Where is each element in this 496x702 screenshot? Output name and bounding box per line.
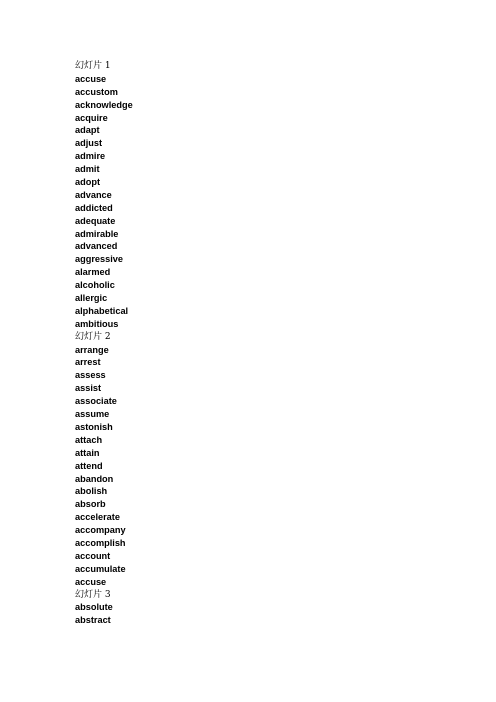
vocabulary-word: acquire [75, 112, 108, 123]
vocabulary-word: adjust [75, 138, 103, 149]
vocabulary-word: accompany [75, 525, 126, 536]
vocabulary-word: account [75, 550, 111, 561]
vocabulary-word: allergic [75, 293, 108, 304]
vocabulary-word: accomplish [75, 537, 126, 548]
vocabulary-word: accuse [75, 576, 107, 587]
vocabulary-word: accuse [75, 73, 107, 84]
vocabulary-word: arrest [75, 357, 101, 368]
vocabulary-word: assess [75, 370, 106, 381]
vocabulary-word: associate [75, 396, 117, 407]
vocabulary-word: assume [75, 409, 110, 420]
vocabulary-word: adopt [75, 177, 101, 188]
vocabulary-word: alphabetical [75, 305, 129, 316]
vocabulary-word: aggressive [75, 254, 124, 265]
vocabulary-word: alcoholic [75, 280, 115, 291]
vocabulary-word: accustom [75, 86, 118, 97]
vocabulary-word: alarmed [75, 267, 111, 278]
vocabulary-word: attain [75, 447, 100, 458]
vocabulary-word: admirable [75, 228, 119, 239]
slide-heading: 幻灯片 3 [75, 589, 111, 600]
vocabulary-word: astonish [75, 421, 113, 432]
vocabulary-word: acknowledge [75, 99, 133, 110]
vocabulary-word: addicted [75, 202, 113, 213]
slide-heading: 幻灯片 1 [75, 61, 111, 71]
vocabulary-word: admit [75, 164, 100, 175]
vocabulary-word: abandon [75, 473, 114, 484]
vocabulary-word: accumulate [75, 563, 126, 574]
vocabulary-word: accelerate [75, 512, 120, 523]
vocabulary-word: assist [75, 383, 102, 394]
vocabulary-word: absorb [75, 499, 106, 510]
vocabulary-list [75, 60, 133, 627]
vocabulary-word: attach [75, 434, 103, 445]
vocabulary-word: arrange [75, 344, 109, 355]
vocabulary-word: abstract [75, 615, 111, 626]
vocabulary-word: advance [75, 189, 112, 200]
vocabulary-word: attend [75, 460, 103, 471]
vocabulary-word: absolute [75, 602, 113, 613]
slide-heading: 幻灯片 2 [75, 331, 111, 342]
vocabulary-word: advanced [75, 241, 118, 252]
vocabulary-word: adapt [75, 125, 100, 136]
vocabulary-word: adequate [75, 215, 116, 226]
vocabulary-word: admire [75, 151, 106, 162]
vocabulary-word: abolish [75, 486, 108, 497]
vocabulary-word: ambitious [75, 318, 119, 329]
